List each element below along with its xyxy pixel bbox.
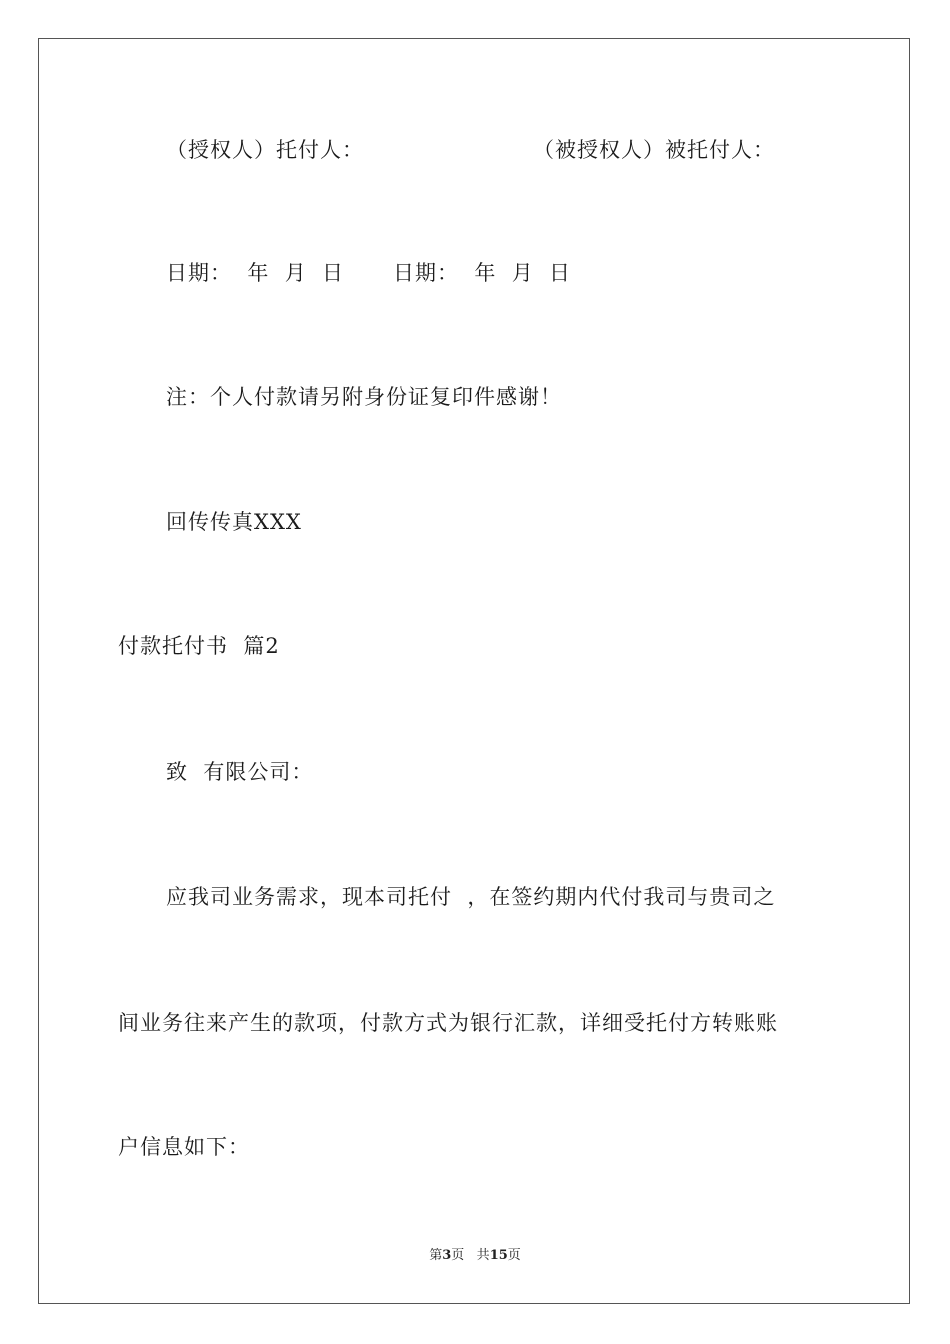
footer-total-prefix: 共 xyxy=(476,1248,490,1263)
body-line-2: 间业务往来产生的款项，付款方式为银行汇款，详细受托付方转账账 xyxy=(118,1011,778,1035)
section-heading: 付款托付书 篇2 xyxy=(118,634,280,658)
agent-date-line: 日期： 年 月 日 xyxy=(393,261,572,285)
agent-signature-label: （被授权人）被托付人： xyxy=(533,138,775,162)
footer-page-suffix: 页 xyxy=(451,1248,465,1263)
note-line: 注：个人付款请另附身份证复印件感谢！ xyxy=(166,385,562,409)
page-footer xyxy=(0,1247,950,1265)
principal-date-line: 日期： 年 月 日 xyxy=(166,261,345,285)
body-line-1: 应我司业务需求，现本司托付 ，在签约期内代付我司与贵司之 xyxy=(166,885,776,909)
principal-signature-label: （授权人）托付人： xyxy=(166,138,364,162)
footer-page-prefix: 第 xyxy=(429,1248,443,1263)
body-line-3: 户信息如下： xyxy=(118,1135,250,1159)
page-border xyxy=(38,38,910,1304)
footer-total-pages: 15 xyxy=(489,1248,508,1263)
addressee-line: 致 有限公司： xyxy=(166,760,314,784)
footer-total-suffix: 页 xyxy=(507,1248,521,1263)
footer-page-number: 3 xyxy=(442,1248,452,1263)
fax-line: 回传传真XXX xyxy=(166,510,302,534)
